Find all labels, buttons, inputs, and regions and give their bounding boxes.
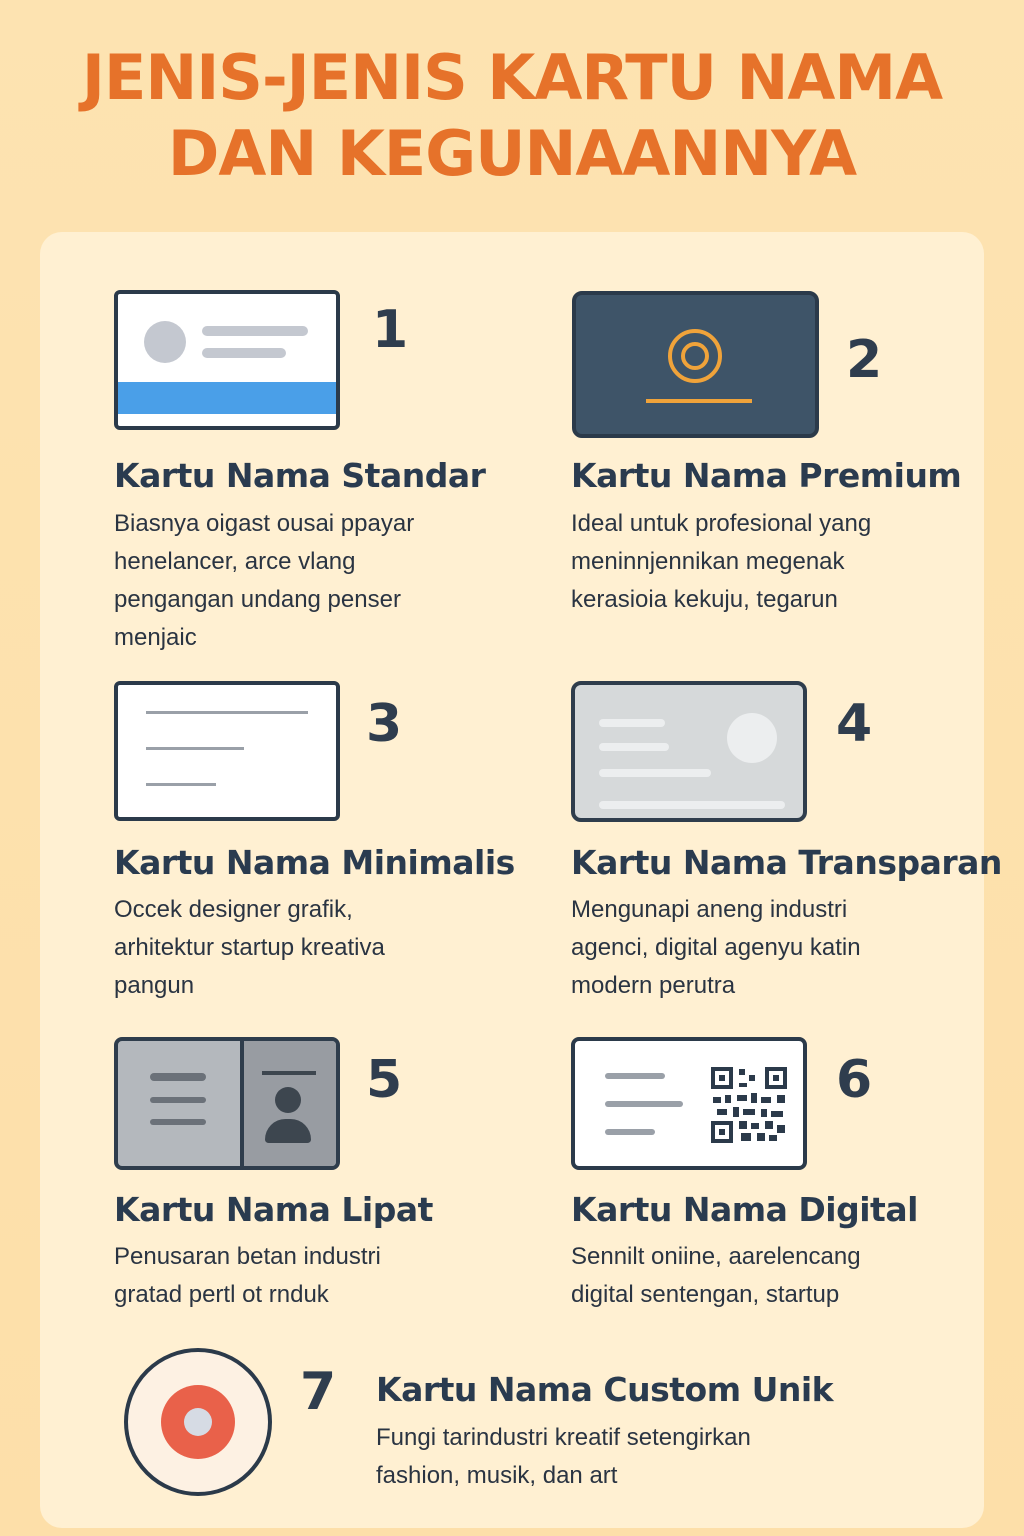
round-custom-card-icon — [124, 1348, 272, 1496]
qr-code-icon — [711, 1067, 787, 1143]
item-heading: Kartu Nama Transparan — [571, 843, 1002, 882]
item-number: 4 — [836, 694, 873, 754]
transparent-card-icon — [571, 681, 807, 822]
item-heading: Kartu Nama Digital — [571, 1190, 918, 1229]
premium-card-icon — [572, 291, 819, 438]
minimal-card-icon — [114, 681, 340, 821]
item-number: 6 — [836, 1050, 873, 1110]
item-number: 1 — [372, 300, 409, 360]
standard-card-icon — [114, 290, 340, 430]
item-description: Biasnya oigast ousai ppayar henelancer, arce vlang pengangan undang penser menjaic — [114, 510, 415, 651]
item-description: Mengunapi aneng industri agenci, digital agenyu katin modern perutra — [571, 896, 861, 999]
item-number: 5 — [366, 1050, 403, 1110]
item-number: 7 — [300, 1362, 337, 1422]
qr-card-icon — [571, 1037, 807, 1170]
title-line-1: JENIS-JENIS KARTU NAMA — [81, 41, 943, 114]
page-title — [0, 40, 1024, 192]
item-number: 2 — [846, 330, 883, 390]
item-description: Fungi tarindustri kreatif setengirkan fashion, musik, dan art — [376, 1424, 751, 1489]
item-description: Penusaran betan industri gratad pertl ot rnduk — [114, 1243, 381, 1308]
item-description: Sennilt oniine, aarelencang digital sentengan, startup — [571, 1243, 861, 1308]
item-number: 3 — [366, 694, 403, 754]
item-heading: Kartu Nama Minimalis — [114, 843, 515, 882]
item-heading: Kartu Nama Custom Unik — [376, 1370, 834, 1409]
folded-card-icon — [114, 1037, 340, 1170]
item-heading: Kartu Nama Standar — [114, 456, 486, 495]
item-heading: Kartu Nama Lipat — [114, 1190, 433, 1229]
title-line-2: DAN KEGUNAANNYA — [167, 117, 857, 190]
item-heading: Kartu Nama Premium — [571, 456, 962, 495]
item-description: Occek designer grafik, arhitektur startup kreativa pangun — [114, 896, 385, 999]
item-description: Ideal untuk profesional yang meninnjennikan megenak kerasioia kekuju, tegarun — [571, 510, 872, 613]
